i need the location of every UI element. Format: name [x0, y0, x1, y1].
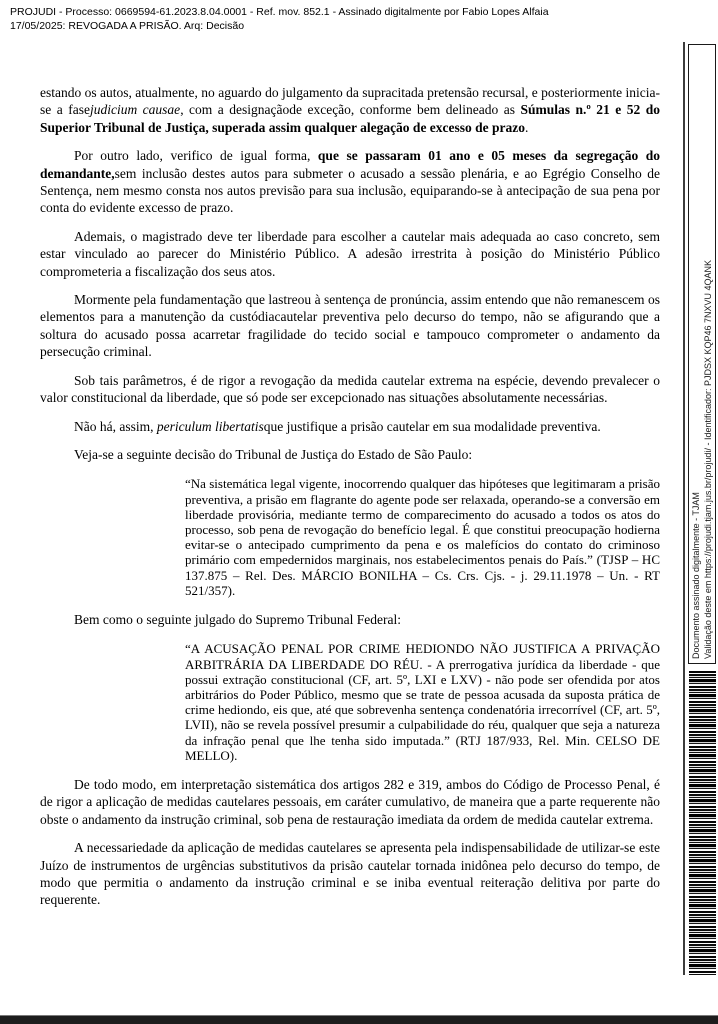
paragraph: Sob tais parâmetros, é de rigor a revogação da medida cautelar extrema na espécie, devendo prevalecer o valor constitucional da liberdade, que só pode ser excepcionado nas situações absolutamente necessárias.	[40, 372, 660, 406]
document-body	[40, 84, 660, 1012]
signature-vertical-text	[689, 45, 715, 663]
page-header	[10, 5, 549, 33]
paragraph: A necessariedade da aplicação de medidas cautelares se apresenta pela indispensabilidade de utilizar-se este Juízo de instrumentos de urgências substitutivos da prisão cautelar tornada inidônea pelo decurso do tempo, de modo que permitia o andamento da instrução criminal e se iniba eventual reiteração delitiva por parte do requerente.	[40, 840, 660, 908]
header-line-1: PROJUDI - Processo: 0669594-61.2023.8.04.0001 - Ref. mov. 852.1 - Assinado digitalmente por Fabio Lopes Alfaia	[10, 6, 549, 18]
paragraph: Não há, assim, periculum libertatisque justifique a prisão cautelar em sua modalidade preventiva.	[74, 418, 601, 434]
header-line-2: 17/05/2025: REVOGADA A PRISÃO. Arq: Decisão	[10, 20, 245, 32]
paragraph: Por outro lado, verifico de igual forma, que se passaram 01 ano e 05 meses da segregação do demandante,sem inclusão destes autos para submeter o acusado a sessão plenária, e ao Egrégio Conselho de Sentença, nem mesmo consta nos autos previsão para sua inclusão, equiparando-se à antecipação de sua pena por conta do evidente excesso de prazo.	[40, 148, 660, 216]
paragraph: Bem como o seguinte julgado do Supremo Tribunal Federal:	[74, 611, 401, 627]
validation-line: Validação deste em https://projudi.tjam.jus.br/projudi/ - Identificador: PJDSX KQP46 7NXVU 4QANK	[703, 259, 713, 659]
bottom-edge-bar	[0, 1015, 718, 1024]
paragraph: Veja-se a seguinte decisão do Tribunal de Justiça do Estado de São Paulo:	[74, 446, 473, 462]
paragraph: Mormente pela fundamentação que lastreou à sentença de pronúncia, assim entendo que não remanescem os elementos para a manutenção da custódiacautelar preventiva pelo decurso do tempo, não se afigurando que a soltura do acusado possa acarretar fragilidade do tecido social e tampouco comprometer o andamento da persecução criminal.	[40, 292, 660, 360]
signature-line: Documento assinado digitalmente - TJAM	[691, 492, 701, 659]
paragraph: Ademais, o magistrado deve ter liberdade para escolher a cautelar mais adequada ao caso concreto, sem estar vinculado ao parecer do Ministério Público. A adesão irrestrita à posição do Ministério Público comprometeria a fiscalização dos seus atos.	[40, 228, 660, 279]
page-right-edge	[683, 42, 685, 975]
barcode	[689, 671, 716, 975]
quote-block: “Na sistemática legal vigente, inocorrendo qualquer das hipóteses que legitimaram a prisão preventiva, a prisão em flagrante do agente pode ser relaxada, operando-se a conversão em liberdade provisória, mediante termo de comparecimento do acusado a todos os atos do processo, sob pena de revogação do benefício legal. É que constitui preocupação hodierna evitar-se o antecipado cumprimento da pena e os malefícios do contato do criminoso primário com empedernidos marginais, nos estabelecimentos penais do País.” (TJSP – HC 137.875 – Rel. Des. MÁRCIO BONILHA – Cs. Crs. Cjs. - j. 29.11.1978 – Un. - RT 521/357).	[185, 476, 660, 598]
quote-block: “A ACUSAÇÃO PENAL POR CRIME HEDIONDO NÃO JUSTIFICA A PRIVAÇÃO ARBITRÁRIA DA LIBERDADE DO RÉU. - A prerrogativa jurídica da liberdade - que possui extração constitucional (CF, art. 5º, LXI e LXV) - não pode ser ofendida por atos arbitrários do Poder Público, mesmo que se trate de pessoa acusada da suposta prática de crime hediondo, eis que, até que sobrevenha sentença condenatória irrecorrível (CF, art. 5º, LVII), não se revela possível presumir a culpabilidade do réu, qualquer que seja a natureza da infração penal que lhe tenha sido imputada.” (RTJ 187/933, Rel. Min. CELSO DE MELLO).	[185, 641, 660, 763]
paragraph: estando os autos, atualmente, no aguardo do julgamento da supracitada pretensão recursal, e posteriormente inicia-se a fasejudicium causae, com a designaçãode exceção, conforme bem delineado as Súmulas n.º 21 e 52 do Superior Tribunal de Justiça, superada assim qualquer alegação de excesso de prazo.	[40, 85, 660, 135]
paragraph: De todo modo, em interpretação sistemática dos artigos 282 e 319, ambos do Código de Processo Penal, é de rigor a aplicação de medidas cautelares pessoais, em caráter cumulativo, de maneira que a parte requerente não obste o andamento da instrução criminal, sob pena de restauração imediata da ordem de medida cautelar extrema.	[40, 776, 660, 827]
signature-sidebar	[688, 44, 716, 664]
